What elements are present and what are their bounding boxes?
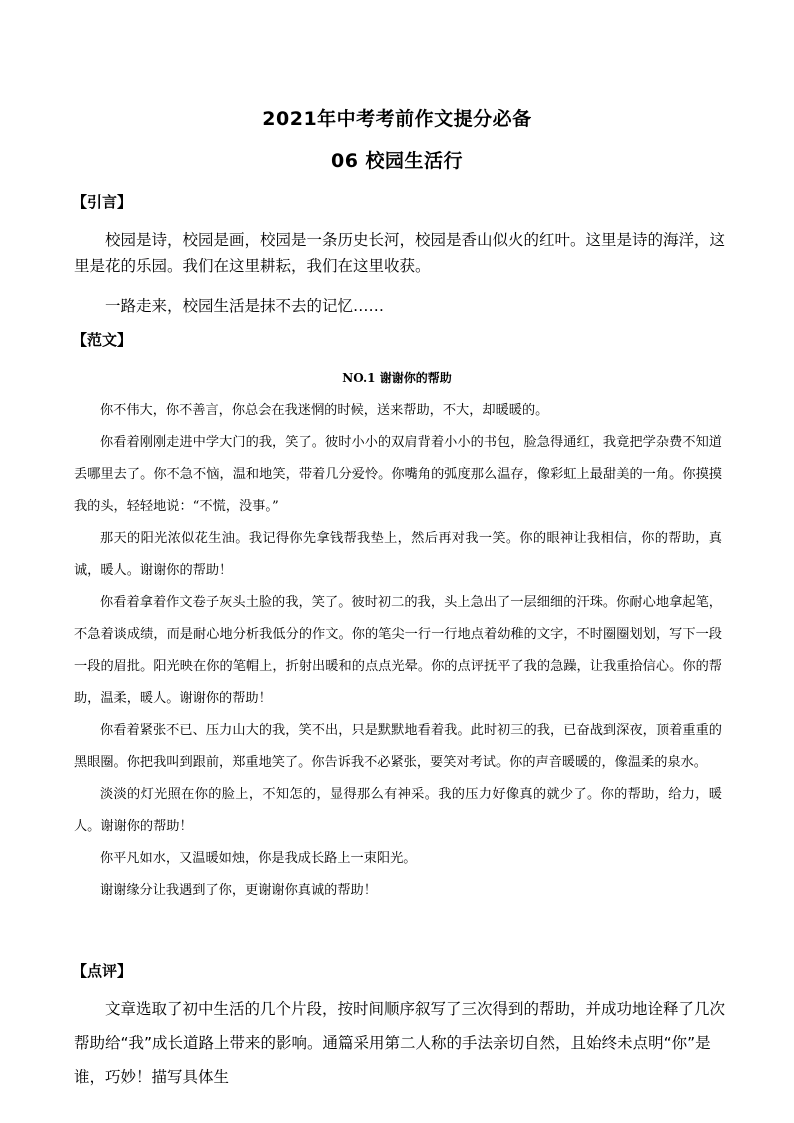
essay-body	[74, 395, 722, 907]
essay-paragraph: 你看着拿着作文卷子灰头土脸的我，笑了。彼时初二的我，头上急出了一层细细的汗珠。你耐心地拿起笔，不急着谈成绩，而是耐心地分析我低分的作文。你的笔尖一行一行地点着幼稚的文字，不时圈圈划划，写下一段一段的眉批。阳光映在你的笔帽上，折射出暖和的点点光晕。你的点评抚平了我的急躁，让我重拾信心。你的帮助，温柔，暖人。谢谢你的帮助！	[74, 595, 722, 706]
intro-text: 一路走来，校园生活是抹不去的记忆……	[105, 297, 385, 315]
comment-paragraph: 文章选取了初中生活的几个片段，按时间顺序叙写了三次得到的帮助，并成功地诠释了几次帮助给“我”成长道路上带来的影响。通篇采用第二人称的手法亲切自然，且始终未点明“你”是谁，巧妙！描写具体生	[74, 1000, 726, 1086]
essay-paragraph: 那天的阳光浓似花生油。我记得你先拿钱帮我垫上，然后再对我一笑。你的眼神让我相信，你的帮助，真诚，暖人。谢谢你的帮助！	[74, 531, 722, 578]
essay-title: NO.1 谢谢你的帮助	[342, 371, 452, 385]
intro-heading: 【引言】	[72, 193, 133, 211]
comment-body	[74, 992, 726, 1094]
essay-paragraph: 你看着刚刚走进中学大门的我，笑了。彼时小小的双肩背着小小的书包，脸急得通红，我竟把学杂费不知道丢哪里去了。你不急不恼，温和地笑，带着几分爱怜。你嘴角的弧度那么温存，像彩虹上最甜美的一角。你摸摸我的头，轻轻地说：“不慌，没事。”	[74, 435, 722, 514]
essay-paragraph: 你看着紧张不已、压力山大的我，笑不出，只是默默地看着我。此时初三的我，已奋战到深夜，顶着重重的黑眼圈。你把我叫到跟前，郑重地笑了。你告诉我不必紧张，要笑对考试。你的声音暖暖的，像温柔的泉水。	[74, 723, 722, 770]
essay-paragraph: 谢谢缘分让我遇到了你，更谢谢你真诚的帮助！	[100, 883, 377, 898]
intro-paragraph	[74, 293, 726, 319]
intro-paragraph	[74, 227, 726, 279]
essay-section-heading: 【范文】	[72, 331, 133, 349]
document-subtitle: 06 校园生活行	[330, 150, 464, 172]
essay-paragraph: 淡淡的灯光照在你的脸上，不知怎的，显得那么有神采。我的压力好像真的就少了。你的帮助，给力，暖人。谢谢你的帮助！	[74, 787, 722, 834]
essay-paragraph: 你平凡如水，又温暖如烛，你是我成长路上一束阳光。	[100, 851, 417, 866]
comment-heading: 【点评】	[72, 962, 133, 980]
essay-paragraph: 你不伟大，你不善言，你总会在我迷惘的时候，送来帮助，不大，却暖暖的。	[100, 403, 549, 418]
document-title: 2021年中考考前作文提分必备	[262, 108, 532, 130]
intro-text: 校园是诗，校园是画，校园是一条历史长河，校园是香山似火的红叶。这里是诗的海洋，这里是花的乐园。我们在这里耕耘，我们在这里收获。	[74, 231, 726, 275]
